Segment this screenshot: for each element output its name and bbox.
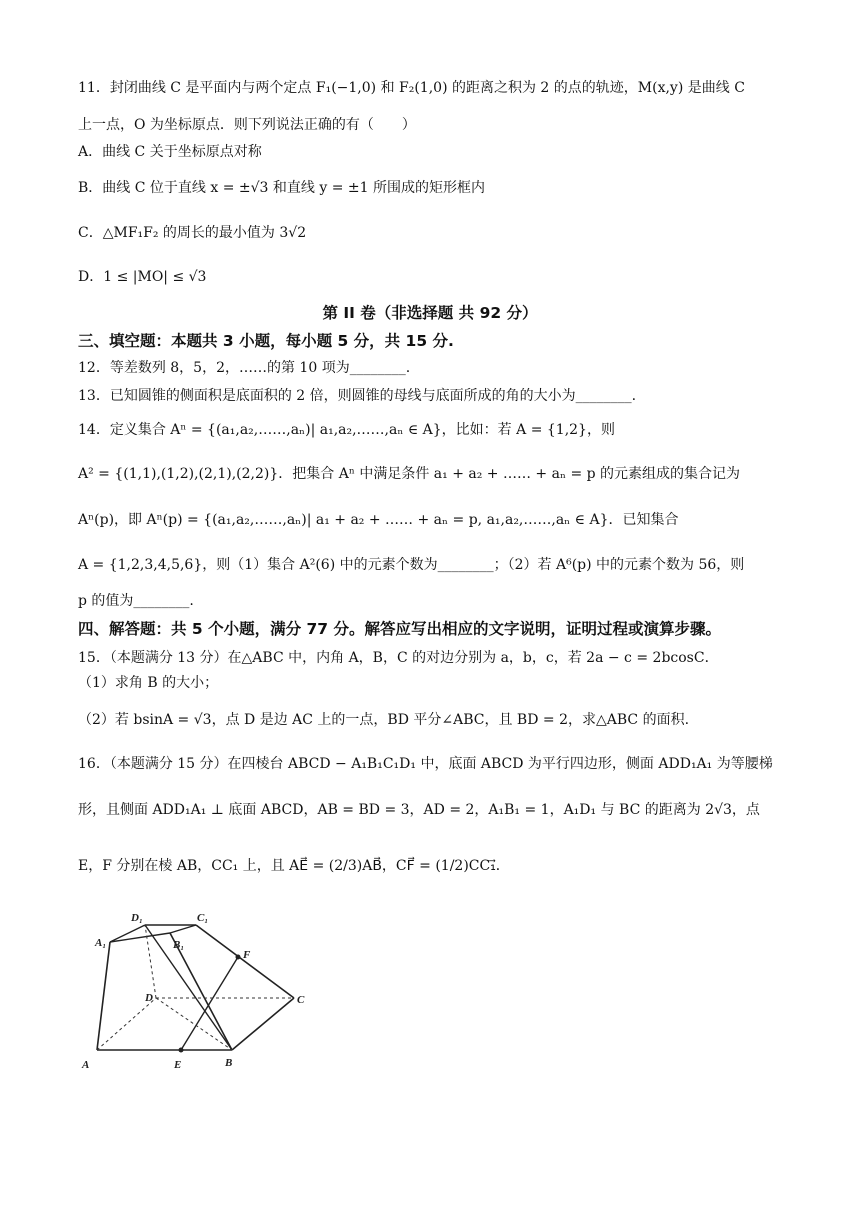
label-a1: A₁ — [95, 937, 107, 949]
q16-line2: 形，且侧面 ADD₁A₁ ⊥ 底面 ABCD，AB = BD = 3，AD = 2，A₁B₁ = 1，A₁D₁ 与 BC 的距离为 2√3，点 — [78, 802, 760, 818]
label-f: F — [243, 949, 251, 961]
edge-bc — [232, 998, 294, 1050]
q14-line4: A = {1,2,3,4,5,6}，则（1）集合 A²(6) 中的元素个数为________；（2）若 A⁶(p) 中的元素个数为 56，则 — [78, 557, 745, 573]
edge-b1c1 — [170, 925, 196, 933]
q15-part2: （2）若 bsinA = √3，点 D 是边 AC 上的一点，BD 平分∠ABC，且 BD = 2，求△ABC 的面积. — [78, 712, 690, 728]
segment-db-hidden — [156, 998, 232, 1050]
q11-option-c: C．△MF₁F₂ 的周长的最小值为 3√2 — [78, 225, 307, 241]
point-f — [236, 955, 241, 960]
section3-heading: 三、填空题：本题共 3 小题，每小题 5 分，共 15 分. — [78, 332, 454, 350]
label-b1: B₁ — [173, 939, 185, 951]
q11-option-b: B．曲线 C 位于直线 x = ±√3 和直线 y = ±1 所围成的矩形框内 — [78, 180, 485, 196]
q15-part1: （1）求角 B 的大小； — [78, 675, 219, 691]
label-d: D — [145, 992, 153, 1004]
q13-text: 13．已知圆锥的侧面积是底面积的 2 倍，则圆锥的母线与底面所成的角的大小为________. — [78, 388, 637, 404]
q11-stem-line1: 11．封闭曲线 C 是平面内与两个定点 F₁(−1,0) 和 F₂(1,0) 的距离之积为 2 的点的轨迹，M(x,y) 是曲线 C — [78, 80, 745, 96]
q11-stem-line2: 上一点，O 为坐标原点．则下列说法正确的有（ ） — [78, 117, 416, 133]
part2-title: 第 II 卷（非选择题 共 92 分） — [322, 304, 538, 322]
q16-line1: 16．（本题满分 15 分）在四棱台 ABCD − A₁B₁C₁D₁ 中，底面 ABCD 为平行四边形，侧面 ADD₁A₁ 为等腰梯 — [78, 756, 773, 772]
label-b: B — [225, 1057, 233, 1069]
q14-line5: p 的值为________. — [78, 593, 194, 609]
q11-option-d: D．1 ≤ |MO| ≤ √3 — [78, 269, 207, 285]
q11-option-a: A．曲线 C 关于坐标原点对称 — [78, 144, 262, 160]
edge-aa1 — [97, 942, 110, 1050]
q12-text: 12．等差数列 8，5，2，……的第 10 项为________. — [78, 360, 411, 376]
point-e — [179, 1048, 184, 1053]
label-c1: C₁ — [197, 912, 209, 924]
label-d1: D₁ — [131, 912, 143, 924]
q15-line1: 15．（本题满分 13 分）在△ABC 中，内角 A，B，C 的对边分别为 a，b，c，若 2a − c = 2bcosC． — [78, 650, 719, 666]
q14-line1: 14．定义集合 Aⁿ = {(a₁,a₂,……,aₙ)| a₁,a₂,……,aₙ ∈ A}，比如：若 A = {1,2}，则 — [78, 422, 615, 438]
edge-cc1 — [196, 925, 294, 998]
section4-heading: 四、解答题：共 5 个小题，满分 77 分。解答应写出相应的文字说明，证明过程或演算步骤。 — [78, 620, 721, 638]
frustum-figure — [78, 905, 318, 1075]
edge-ad-hidden — [97, 998, 156, 1050]
label-e: E — [174, 1059, 182, 1071]
q16-line3: E，F 分别在棱 AB，CC₁ 上，且 AE⃗ = (2/3)AB⃗，CF⃗ = (1/2)CC₁⃗． — [78, 858, 510, 874]
label-c: C — [297, 994, 305, 1006]
q14-line3: Aⁿ(p)，即 Aⁿ(p) = {(a₁,a₂,……,aₙ)| a₁ + a₂ + …… + aₙ = p, a₁,a₂,……,aₙ ∈ A}．已知集合 — [78, 512, 679, 528]
q14-line2: A² = {(1,1),(1,2),(2,1),(2,2)}．把集合 Aⁿ 中满足条件 a₁ + a₂ + …… + aₙ = p 的元素组成的集合记为 — [78, 466, 741, 482]
label-a: A — [82, 1059, 90, 1071]
